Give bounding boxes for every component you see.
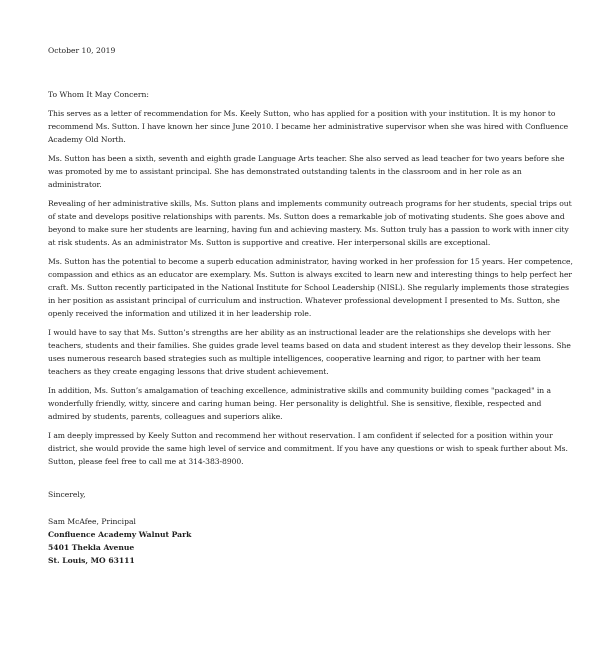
paragraph-recommendation: I am deeply impressed by Keely Sutton and recommend her without reservation. I am confident if selected for a position within your district, she would provide the same high level of service and commitment. If you have any questions or wish to speak further about Ms. Sutton, please feel free to call me at 314-383-8900. [48,431,568,466]
paragraph-teaching-history: Ms. Sutton has been a sixth, seventh and eighth grade Language Arts teacher. She also served as lead teacher for two years before she was promoted by me to assistant principal. She has demonstrated outstanding talents in the classroom and in her role as an administrator. [48,154,565,189]
salutation: To Whom It May Concern: [48,90,149,99]
signer-organization: Confluence Academy Walnut Park [48,530,192,539]
letter-date: October 10, 2019 [48,46,116,55]
closing: Sincerely, [48,490,86,499]
paragraph-strengths: I would have to say that Ms. Sutton’s strengths are her ability as an instructional leader are the relationships she develops with her teachers, students and their families. She guides grade level teams based on data and student interest as they develop their lessons. She uses numerous research based strategies such as multiple intelligences, cooperative learning and rigor, to partner with her team teachers as they create engaging lessons that drive student achievement. [48,328,571,376]
letter-content [48,44,573,567]
paragraph-potential: Ms. Sutton has the potential to become a superb education administrator, having worked in her profession for 15 years. Her competence, compassion and ethics as an educator are exemplary. Ms. Sutton is always excited to learn new and interesting things to help perfect her craft. Ms. Sutton recently participated in the National Institute for School Leadership (NISL). She regularly implements those strategies in her position as assistant principal of curriculum and instruction. Whatever professional development I presented to Ms. Sutton, she openly received the information and utilized it in her leadership role. [48,257,573,318]
signer-city-state-zip: St. Louis, MO 63111 [48,556,135,565]
paragraph-character: In addition, Ms. Sutton’s amalgamation of teaching excellence, administrative skills and community building comes "packaged" in a wonderfully friendly, witty, sincere and caring human being. Her personality is delightful. She is sensitive, flexible, respected and admired by students, parents, colleagues and superiors alike. [48,386,551,421]
signer-name-title: Sam McAfee, Principal [48,517,136,526]
signer-street-address: 5401 Thekla Avenue [48,543,135,552]
signature-block [48,515,573,567]
paragraph-introduction: This serves as a letter of recommendation for Ms. Keely Sutton, who has applied for a position with your institution. It is my honor to recommend Ms. Sutton. I have known her since June 2010. I became her administrative supervisor when she was hired with Confluence Academy Old North. [48,109,569,144]
paragraph-administrative-skills: Revealing of her administrative skills, Ms. Sutton plans and implements community outreach programs for her students, special trips out of state and develops positive relationships with parents. Ms. Sutton does a remarkable job of motivating students. She goes above and beyond to make sure her students are learning, having fun and achieving mastery. Ms. Sutton truly has a passion to work with inner city at risk students. As an administrator Ms. Sutton is supportive and creative. Her interpersonal skills are exceptional. [48,199,572,247]
